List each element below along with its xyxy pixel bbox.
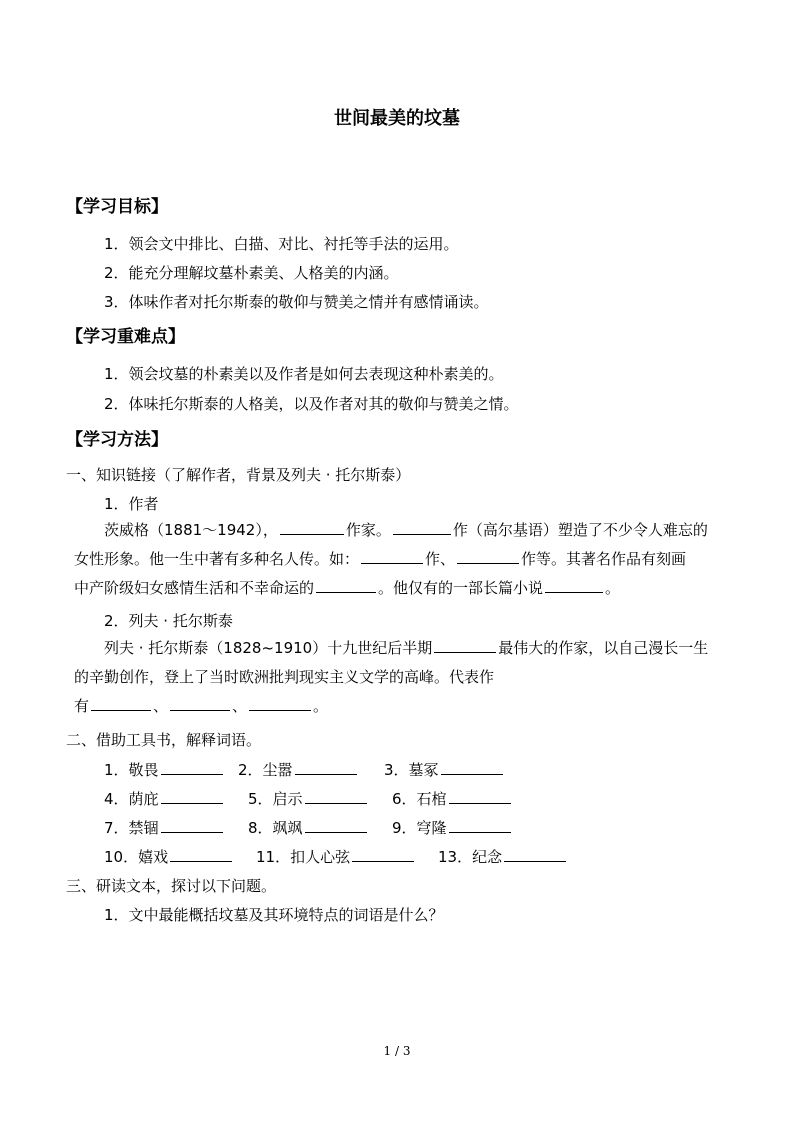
goal-item: 2．能充分理解坟墓朴素美、人格美的内涵。 [104, 264, 399, 282]
vocab-word: 6．石棺 [392, 790, 447, 808]
vocab-word: 7．禁锢 [104, 819, 159, 837]
fill-blank[interactable] [161, 773, 223, 775]
author-paragraph: 茨威格（1881～1942）， 作家。 作（高尔基语）塑造了不少令人难忘的 女性形象。他一生中著有多种名人传。如： 作、 作等。其著名作品有刻画 中产阶级妇女感情生活和不幸命运的 。他仅有的一部长篇小说 。 [74, 521, 708, 597]
fill-blank[interactable] [305, 831, 367, 833]
fill-blank[interactable] [249, 709, 311, 711]
fill-blank[interactable] [504, 860, 566, 862]
vocab-word: 3．墓冢 [384, 761, 439, 779]
fill-blank[interactable] [441, 773, 503, 775]
fill-blank[interactable] [170, 709, 230, 711]
part-title-vocabulary: 二、借助工具书，解释词语。 [66, 731, 262, 749]
vocab-word: 2．尘嚣 [238, 761, 293, 779]
fill-blank[interactable] [305, 802, 367, 804]
subheading-author: 1．作者 [104, 495, 159, 513]
fill-blank[interactable] [457, 562, 519, 564]
fill-blank[interactable] [393, 533, 451, 535]
page-title: 世间最美的坟墓 [334, 108, 460, 129]
fill-blank[interactable] [295, 773, 357, 775]
fill-blank[interactable] [434, 651, 496, 653]
key-point-item: 2．体味托尔斯泰的人格美，以及作者对其的敬仰与赞美之情。 [104, 395, 519, 413]
fill-blank[interactable] [161, 802, 223, 804]
fill-blank[interactable] [161, 831, 223, 833]
vocab-word: 5．启示 [248, 790, 303, 808]
vocab-word: 9．穹隆 [392, 819, 447, 837]
vocab-word: 13．纪念 [438, 848, 503, 866]
section-heading-key-points: 【学习重难点】 [66, 327, 185, 347]
fill-blank[interactable] [280, 533, 344, 535]
fill-blank[interactable] [91, 709, 151, 711]
subheading-tolstoy: 2．列夫 · 托尔斯泰 [104, 612, 233, 630]
key-point-item: 1．领会坟墓的朴素美以及作者是如何去表现这种朴素美的。 [104, 365, 504, 383]
goal-item: 3．体味作者对托尔斯泰的敬仰与赞美之情并有感情诵读。 [104, 293, 489, 311]
vocab-word: 4．荫庇 [104, 790, 159, 808]
tolstoy-paragraph: 列夫 · 托尔斯泰（1828~1910）十九世纪后半期 最伟大的作家，以自己漫长一生 的辛勤创作，登上了当时欧洲批判现实主义文学的高峰。代表作 有 、 、 。 [74, 639, 709, 715]
vocab-word: 11．扣人心弦 [256, 848, 351, 866]
goal-item: 1．领会文中排比、白描、对比、衬托等手法的运用。 [104, 235, 459, 253]
page-number: 1 / 3 [383, 1044, 411, 1058]
vocab-word: 10．嬉戏 [104, 848, 169, 866]
fill-blank[interactable] [449, 831, 511, 833]
fill-blank[interactable] [361, 562, 423, 564]
section-heading-goals: 【学习目标】 [66, 197, 168, 217]
vocab-word: 8．飒飒 [248, 819, 303, 837]
question-1: 1．文中最能概括坟墓及其环境特点的词语是什么？ [104, 906, 444, 924]
fill-blank[interactable] [449, 802, 511, 804]
fill-blank[interactable] [352, 860, 414, 862]
fill-blank[interactable] [545, 591, 603, 593]
section-heading-methods: 【学习方法】 [66, 430, 168, 450]
vocab-word: 1．敬畏 [104, 761, 159, 779]
fill-blank[interactable] [316, 591, 376, 593]
part-title-reading: 三、研读文本，探讨以下问题。 [66, 877, 277, 895]
part-title-knowledge: 一、知识链接（了解作者，背景及列夫 · 托尔斯泰） [66, 466, 411, 484]
fill-blank[interactable] [170, 860, 232, 862]
